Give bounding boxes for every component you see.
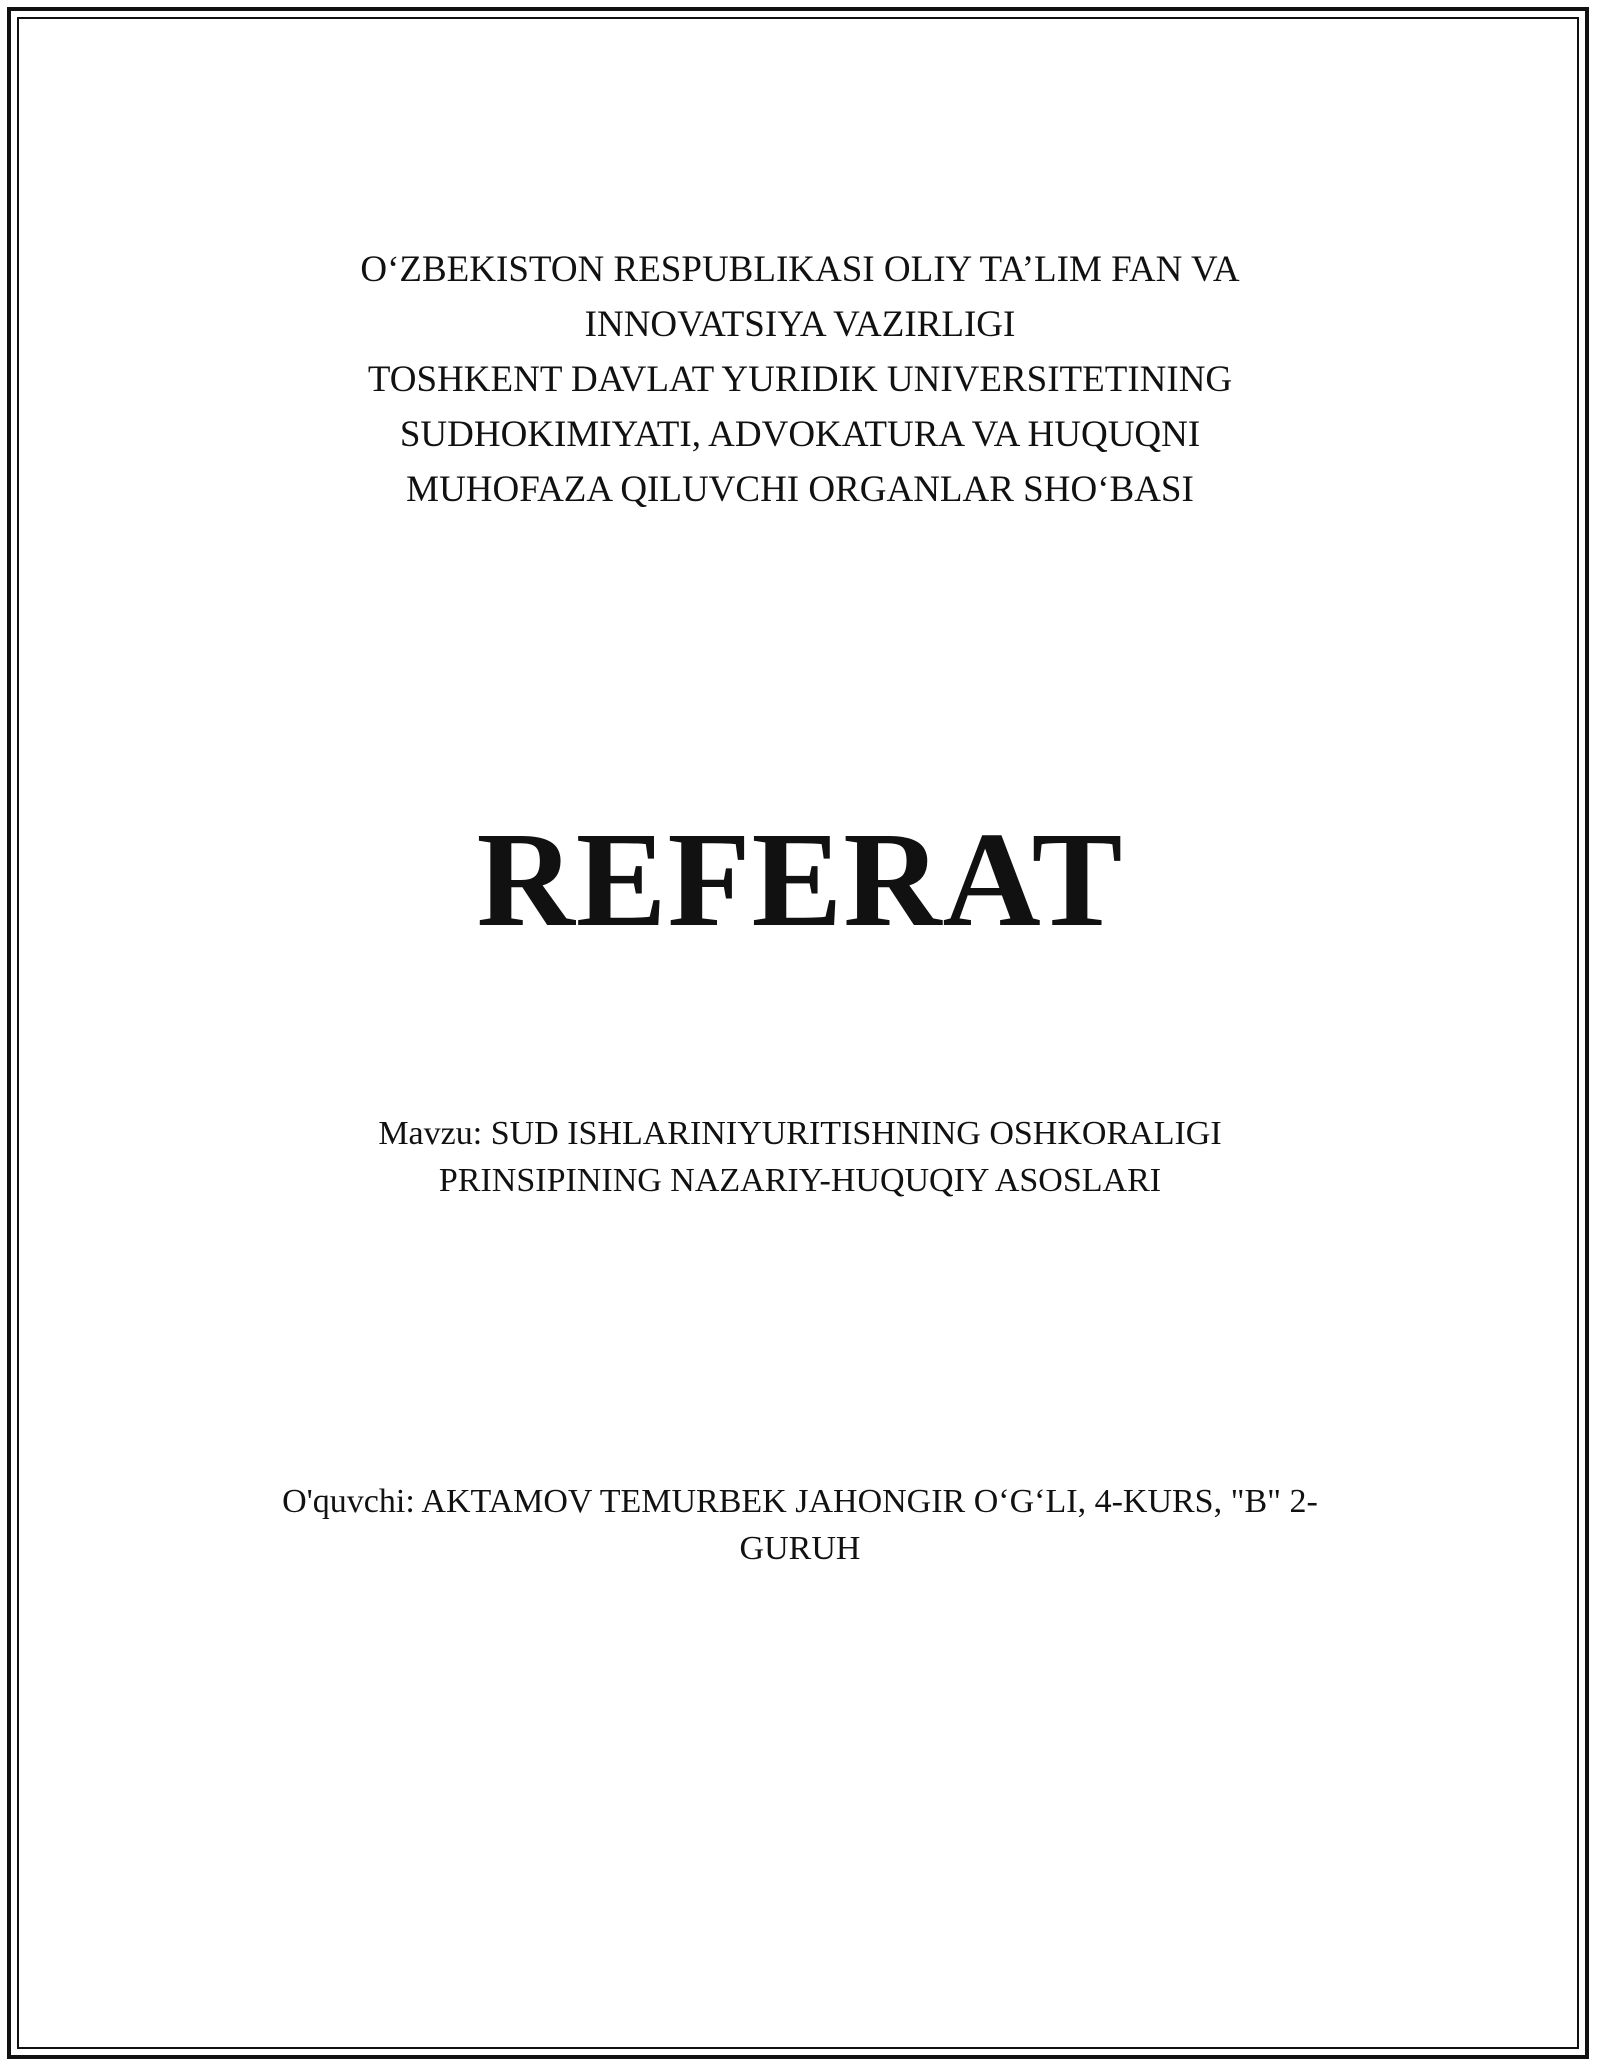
topic-line: Mavzu: SUD ISHLARINIYURITISHNING OSHKORALIGI: [378, 1115, 1222, 1152]
student-line: GURUH: [739, 1530, 861, 1567]
header-line: MUHOFAZA QILUVCHI ORGANLAR SHO‘BASI: [406, 469, 1194, 510]
header-line: O‘ZBEKISTON RESPUBLIKASI OLIY TA’LIM FAN VA: [360, 249, 1240, 290]
header-line: INNOVATSIYA VAZIRLIGI: [584, 304, 1016, 345]
document-title: REFERAT: [476, 805, 1124, 955]
topic-block: [0, 1110, 1600, 1204]
topic-line: PRINSIPINING NAZARIY-HUQUQIY ASOSLARI: [438, 1162, 1162, 1199]
student-line: O'quvchi: AKTAMOV TEMURBEK JAHONGIR O‘G‘LI, 4-KURS, "B" 2-: [282, 1483, 1318, 1520]
header-line: SUDHOKIMIYATI, ADVOKATURA VA HUQUQNI: [399, 414, 1201, 455]
institution-header: [0, 242, 1600, 517]
student-block: [0, 1478, 1600, 1572]
header-line: TOSHKENT DAVLAT YURIDIK UNIVERSITETINING: [367, 359, 1233, 400]
